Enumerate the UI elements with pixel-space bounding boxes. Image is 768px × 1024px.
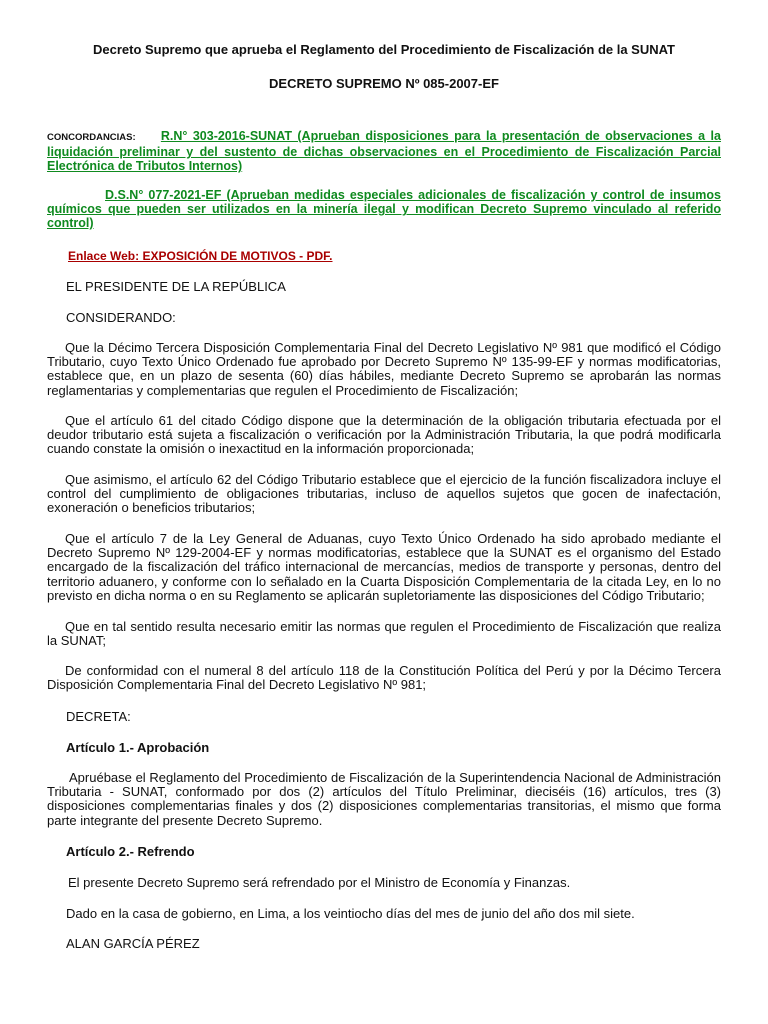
concordancias-block bbox=[47, 129, 721, 174]
signature: ALAN GARCÍA PÉREZ bbox=[66, 936, 200, 951]
paragraph-6: De conformidad con el numeral 8 del artículo 118 de la Constitución Política del Perú y por la Décimo Tercera Disposición Complementaria Final del Decreto Legislativo Nº 981; bbox=[47, 663, 721, 693]
considerando-heading: CONSIDERANDO: bbox=[66, 310, 176, 325]
paragraph-5: Que en tal sentido resulta necesario emitir las normas que regulen el Procedimiento de Fiscalización que realiza la SUNAT; bbox=[47, 619, 721, 649]
article-2-text: El presente Decreto Supremo será refrendado por el Ministro de Economía y Finanzas. bbox=[68, 875, 571, 890]
concordancias-label: CONCORDANCIAS: bbox=[47, 132, 136, 143]
article-1-heading: Artículo 1.- Aprobación bbox=[66, 740, 210, 755]
paragraph-1: Que la Décimo Tercera Disposición Complementaria Final del Decreto Legislativo Nº 981 que modificó el Código Tributario, cuyo Texto Único Ordenado fue aprobado por Decreto Supremo Nº 135-99-EF y normas modificatorias, establece que, en un plazo de sesenta (60) días hábiles, mediante Decreto Supremo se aprobarán las normas reglamentarias y complementarias que regulen el Procedimiento de Fiscalización; bbox=[47, 340, 721, 398]
president-heading: EL PRESIDENTE DE LA REPÚBLICA bbox=[66, 279, 286, 294]
paragraph-3: Que asimismo, el artículo 62 del Código Tributario establece que el ejercicio de la función fiscalizadora incluye el control del cumplimiento de obligaciones tributarias, incluso de aquellos sujetos que gocen de inafectación, exoneración o beneficios tributarios; bbox=[47, 472, 721, 516]
paragraph-4: Que el artículo 7 de la Ley General de Aduanas, cuyo Texto Único Ordenado ha sido aprobado mediante el Decreto Supremo Nº 129-2004-EF y normas modificatorias, establece que la SUNAT es el organismo del Estado encargado de la fiscalización del tráfico internacional de mercancías, medios de transporte y personas, dentro del territorio aduanero, y conforme con lo señalado en la Cuarta Disposición Complementaria de la citada Ley, en lo no previsto en dicha norma o en su Reglamento se aplicarán supletoriamente las disposiciones del Código Tributario; bbox=[47, 531, 721, 603]
exposicion-motivos-link[interactable]: Enlace Web: EXPOSICIÓN DE MOTIVOS - PDF. bbox=[68, 249, 333, 263]
concordancia-link-1[interactable]: R.N° 303-2016-SUNAT (Aprueban disposiciones para la presentación de observaciones a la liquidación preliminar y del sustento de dichas observaciones en el Procedimiento de Fiscalización Parcial Electrónica de Tributos Internos) bbox=[47, 129, 721, 174]
concordancia-link-2[interactable]: D.S.N° 077-2021-EF (Aprueban medidas especiales adicionales de fiscalización y control de insumos químicos que pueden ser utilizados en la minería ilegal y modifican Decreto Supremo vinculado al referido control) bbox=[47, 188, 721, 231]
decree-number: DECRETO SUPREMO Nº 085-2007-EF bbox=[269, 76, 499, 91]
article-2-heading: Artículo 2.- Refrendo bbox=[66, 844, 195, 859]
closing-text: Dado en la casa de gobierno, en Lima, a los veintiocho días del mes de junio del año dos mil siete. bbox=[66, 906, 635, 921]
decreta-heading: DECRETA: bbox=[66, 709, 131, 724]
paragraph-2: Que el artículo 61 del citado Código dispone que la determinación de la obligación tributaria efectuada por el deudor tributario está sujeta a fiscalización o verificación por la Administración Tributaria, la que podrá modificarla cuando constate la omisión o inexactitud en la información proporcionada; bbox=[47, 413, 721, 457]
article-1-text: Apruébase el Reglamento del Procedimiento de Fiscalización de la Superintendencia Nacional de Administración Tributaria - SUNAT, conformado por dos (2) artículos del Título Preliminar, dieciséis (16) artículos, tres (3) disposiciones complementarias finales y dos (2) disposiciones complementarias transitorias, el mismo que forma parte integrante del presente Decreto Supremo. bbox=[47, 770, 721, 828]
concordancia-block-2 bbox=[47, 188, 721, 231]
document-title: Decreto Supremo que aprueba el Reglamento del Procedimiento de Fiscalización de la SUNAT bbox=[92, 42, 675, 57]
web-link-row bbox=[68, 248, 333, 263]
